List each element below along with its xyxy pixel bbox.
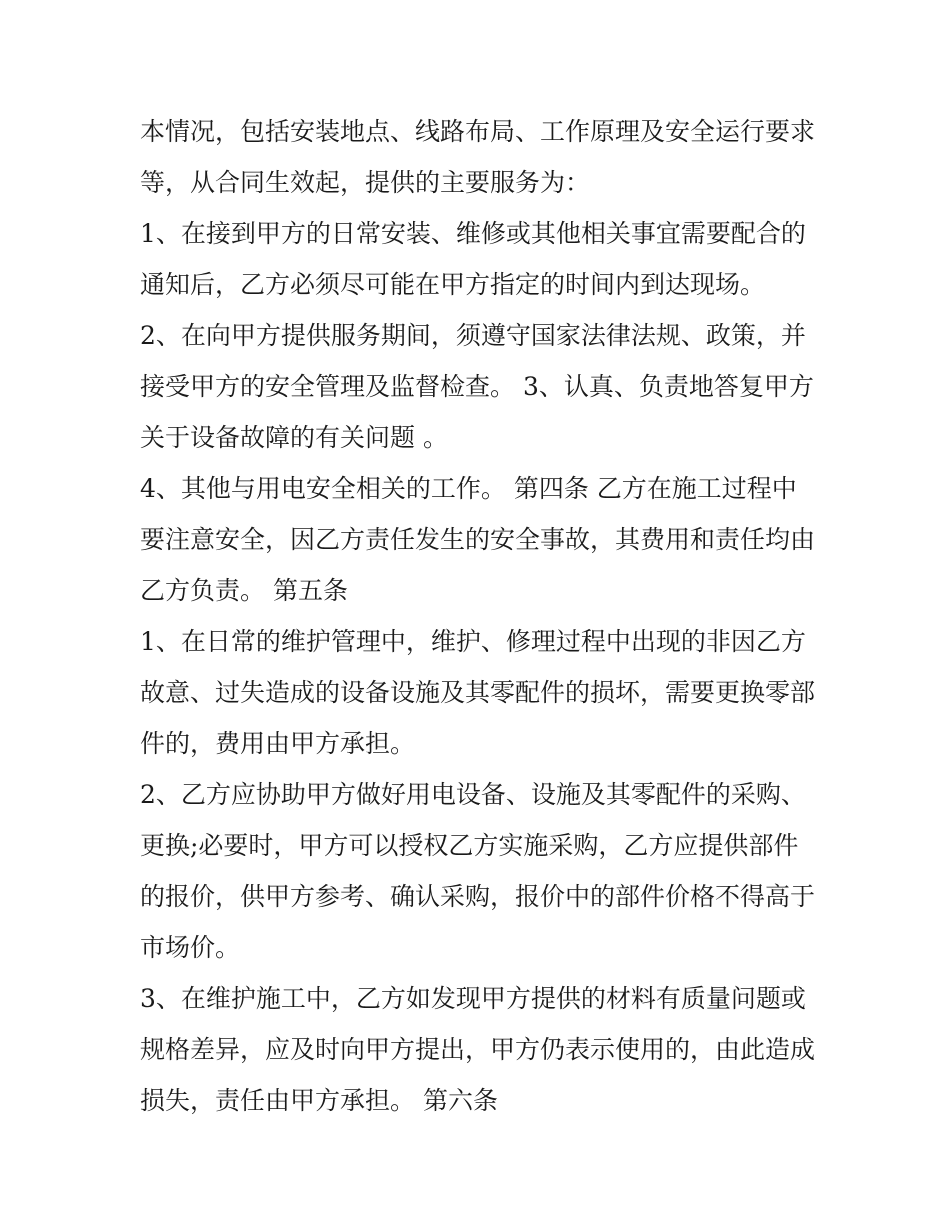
text-line: 要注意安全，因乙方责任发生的安全事故，其费用和责任均由 [140,525,816,554]
text-line: 2、乙方应协助甲方做好用电设备、设施及其零配件的采购、 [140,780,806,809]
text-line: 市场价。 [140,933,241,962]
text-line: 乙方负责。 第五条 [140,576,348,605]
text-line: 更换;必要时，甲方可以授权乙方实施采购，乙方应提供部件 [140,831,799,860]
text-line: 接受甲方的安全管理及监督检查。 3、认真、负责地答复甲方 [140,372,814,401]
text-line: 1、在接到甲方的日常安装、维修或其他相关事宜需要配合的 [140,219,806,248]
document-body [140,106,830,1126]
text-line: 2、在向甲方提供服务期间，须遵守国家法律法规、政策，并 [140,321,806,350]
text-line: 本情况，包括安装地点、线路布局、工作原理及安全运行要求 [140,117,816,146]
text-line: 4、其他与用电安全相关的工作。 第四条 乙方在施工过程中 [140,474,797,503]
text-line: 的报价，供甲方参考、确认采购，报价中的部件价格不得高于 [140,882,816,911]
text-line: 故意、过失造成的设备设施及其零配件的损坏，需要更换零部 [140,678,816,707]
text-line: 3、在维护施工中，乙方如发现甲方提供的材料有质量问题或 [140,984,806,1013]
text-line: 等，从合同生效起，提供的主要服务为： [140,168,591,197]
text-line: 1、在日常的维护管理中，维护、修理过程中出现的非因乙方 [140,627,806,656]
text-line: 损失，责任由甲方承担。 第六条 [140,1086,498,1115]
text-line: 关于设备故障的有关问题 。 [140,423,448,452]
text-line: 规格差异，应及时向甲方提出，甲方仍表示使用的，由此造成 [140,1035,816,1064]
text-line: 通知后，乙方必须尽可能在甲方指定的时间内到达现场。 [140,270,766,299]
text-line: 件的，费用由甲方承担。 [140,729,416,758]
